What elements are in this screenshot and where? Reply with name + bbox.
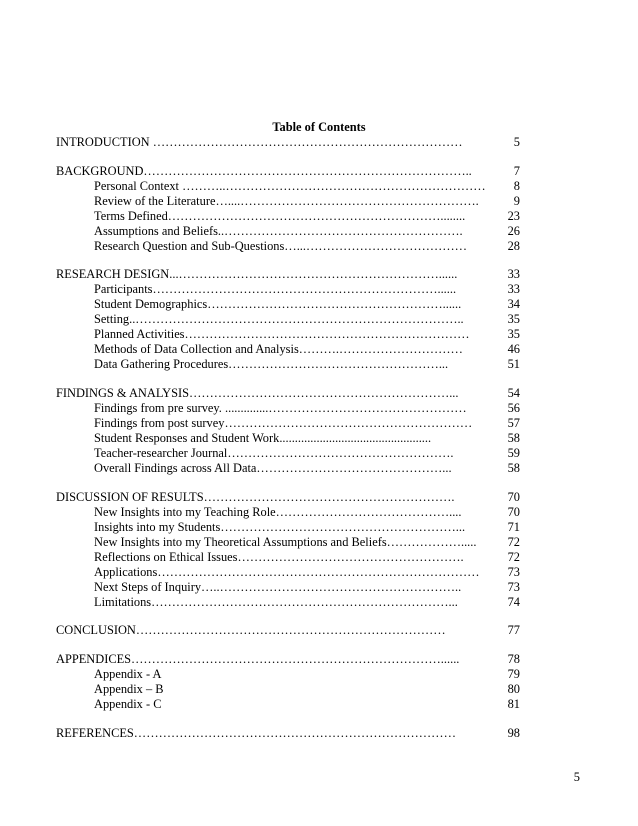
toc-entry-text: Findings from post survey…………………………………………………… — [94, 416, 473, 430]
toc-entry-text: Data Gathering Procedures……………………………………………... — [94, 357, 449, 371]
toc-page-number: 73 — [507, 580, 520, 594]
toc-page-number: 7 — [513, 164, 520, 178]
toc-entry-text: Research Question and Sub-Questions…...………………………………… — [94, 239, 468, 253]
toc-page-number: 59 — [507, 446, 520, 460]
toc-section — [56, 651, 526, 667]
toc-entry-text: New Insights into my Theoretical Assumptions and Beliefs………………..... — [94, 535, 477, 549]
toc-subentry — [94, 549, 526, 565]
toc-page-number: 35 — [507, 312, 520, 326]
toc-entry-text: Participants……………………………………………………………...... — [94, 282, 457, 296]
toc-page-number: 73 — [507, 565, 520, 579]
toc-page-number: 35 — [507, 327, 520, 341]
toc-subentry — [94, 238, 526, 254]
toc-page-number: 72 — [507, 550, 520, 564]
toc-page-number: 9 — [513, 194, 520, 208]
toc-page-number: 71 — [507, 520, 520, 534]
toc-entry-text: Planned Activities…………………………………………………………… — [94, 327, 470, 341]
toc-page-number: 5 — [513, 135, 520, 149]
toc-page-number: 72 — [507, 535, 520, 549]
toc-section — [56, 134, 526, 150]
toc-subentry — [94, 460, 526, 476]
toc-subentry — [94, 311, 526, 327]
toc-page-number: 98 — [507, 726, 520, 740]
toc-subentry — [94, 415, 526, 431]
toc-entry-text: Appendix - A — [94, 667, 162, 681]
toc-subentry — [94, 281, 526, 297]
toc-entry-text: Terms Defined…………………………………………………………........ — [94, 209, 466, 223]
toc-page-number: 34 — [507, 297, 520, 311]
toc-subentry — [94, 326, 526, 342]
toc-entry-text: New Insights into my Teaching Role…………………………………….... — [94, 505, 462, 519]
toc-page-number: 70 — [507, 490, 520, 504]
toc-page-number: 79 — [507, 667, 520, 681]
toc-entry-text: Appendix - C — [94, 697, 162, 711]
toc-entry-text: Assumptions and Beliefs..…………………………………………………. — [94, 224, 463, 238]
toc-entry-text: Overall Findings across All Data………………………………………... — [94, 461, 452, 475]
toc-page-number: 28 — [507, 239, 520, 253]
toc-subentry — [94, 696, 526, 712]
toc-page-number: 51 — [507, 357, 520, 371]
toc-subentry — [94, 178, 526, 194]
toc-entry-text: Reflections on Ethical Issues………………………………………………. — [94, 550, 464, 564]
toc-entry-text: RESEARCH DESIGN...………………………………………………………...... — [56, 267, 458, 281]
toc-page-number: 70 — [507, 505, 520, 519]
toc-subentry — [94, 296, 526, 312]
toc-subentry — [94, 564, 526, 580]
toc-entry-text: Insights into my Students…………………………………………………... — [94, 520, 466, 534]
toc-subentry — [94, 223, 526, 239]
toc-section — [56, 489, 526, 505]
toc-entry-text: DISCUSSION OF RESULTS……………………………………………………. — [56, 490, 455, 504]
toc-page-number: 74 — [507, 595, 520, 609]
toc-page-number: 33 — [507, 267, 520, 281]
toc-subentry — [94, 681, 526, 697]
toc-page-number: 78 — [507, 652, 520, 666]
toc-subentry — [94, 208, 526, 224]
page-number: 5 — [573, 770, 580, 784]
toc-page-number: 58 — [507, 431, 520, 445]
toc-entry-text: Student Demographics…………………………………………………...... — [94, 297, 462, 311]
toc-page-number: 33 — [507, 282, 520, 296]
toc-page-number: 46 — [507, 342, 520, 356]
toc-subentry — [94, 579, 526, 595]
toc-subentry — [94, 356, 526, 372]
toc-entry-text: Next Steps of Inquiry…..………………………………………………….. — [94, 580, 462, 594]
toc-subentry — [94, 519, 526, 535]
toc-entry-text: Limitations………………………………………………………………... — [94, 595, 458, 609]
toc-entry-text: INTRODUCTION ………………………………………………………………… — [56, 135, 463, 149]
toc-page-number: 77 — [507, 623, 520, 637]
toc-section — [56, 266, 526, 282]
toc-section — [56, 622, 526, 638]
toc-entry-text: APPENDICES…………………………………………………………………...... — [56, 652, 460, 666]
toc-entry-text: Appendix – B — [94, 682, 164, 696]
toc-subentry — [94, 341, 526, 357]
page-title: Table of Contents — [272, 120, 366, 134]
toc-page-number: 57 — [507, 416, 520, 430]
toc-entry-text: Personal Context ………..……………………………………………………… — [94, 179, 486, 193]
toc-subentry — [94, 430, 526, 446]
toc-entry-text: Methods of Data Collection and Analysis……….………………………… — [94, 342, 463, 356]
toc-page-number: 56 — [507, 401, 520, 415]
toc-entry-text: REFERENCES…………………………………………………………………… — [56, 726, 456, 740]
toc-entry-text: Review of the Literature…....…………………………………………………. — [94, 194, 479, 208]
toc-entry-text: Teacher-researcher Journal………………………………………………. — [94, 446, 454, 460]
toc-subentry — [94, 445, 526, 461]
toc-section — [56, 163, 526, 179]
toc-section — [56, 725, 526, 741]
toc-entry-text: Findings from pre survey. ..............………………………………………… — [94, 401, 467, 415]
toc-page-number: 81 — [507, 697, 520, 711]
toc-page-number: 54 — [507, 386, 520, 400]
toc-subentry — [94, 594, 526, 610]
toc-section — [56, 385, 526, 401]
toc-entry-text: Student Responses and Student Work................................................. — [94, 431, 432, 445]
toc-page-number: 26 — [507, 224, 520, 238]
toc-entry-text: BACKGROUND…………………………………………………………………….. — [56, 164, 472, 178]
toc-entry-text: CONCLUSION………………………………………………………………… — [56, 623, 446, 637]
toc-subentry — [94, 666, 526, 682]
toc-subentry — [94, 193, 526, 209]
toc-entry-text: Applications…………………………………………………………………… — [94, 565, 480, 579]
toc-page-number: 58 — [507, 461, 520, 475]
toc-entry-text: FINDINGS & ANALYSIS………………………………………………………... — [56, 386, 459, 400]
toc-subentry — [94, 534, 526, 550]
toc-page-number: 80 — [507, 682, 520, 696]
toc-subentry — [94, 400, 526, 416]
toc-page-number: 8 — [513, 179, 520, 193]
toc-subentry — [94, 504, 526, 520]
toc-page-number: 23 — [507, 209, 520, 223]
toc-entry-text: Setting..…………………………………………………………………….. — [94, 312, 464, 326]
